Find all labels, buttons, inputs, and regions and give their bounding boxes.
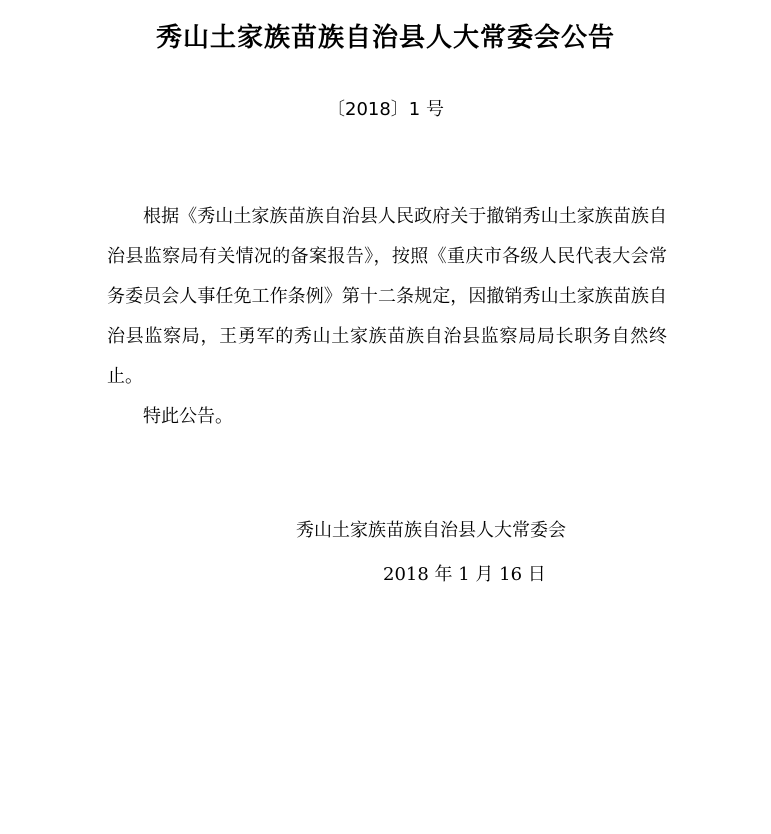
issue-date: 2018 年 1 月 16 日 [383, 564, 546, 585]
issuing-organization: 秀山土家族苗族自治县人大常委会 [296, 520, 566, 541]
document-number: 〔2018〕1 号 [327, 99, 444, 120]
body-paragraph: 根据《秀山土家族苗族自治县人民政府关于撤销秀山土家族苗族自治县监察局有关情况的备案报告》，按照《重庆市各级人民代表大会常务委员会人事任免工作条例》第十二条规定，因撤销秀山土家族苗族自治县监察局，王勇军的秀山土家族苗族自治县监察局局长职务自然终止。 [107, 206, 667, 387]
notice-body [107, 197, 667, 437]
notice-title: 秀山土家族苗族自治县人大常委会公告 [155, 23, 615, 53]
closing-paragraph: 特此公告。 [143, 406, 233, 427]
